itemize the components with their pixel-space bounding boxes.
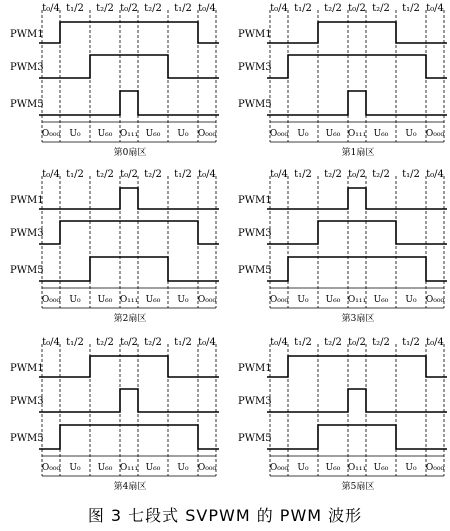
pwm-row-label: PWM5	[10, 99, 44, 110]
time-label: t₀/4	[270, 169, 288, 180]
pwm-waveform	[267, 188, 447, 209]
vector-label: U₆₀	[373, 295, 389, 305]
pwm-row-label: PWM1	[10, 29, 44, 40]
pwm-waveform	[267, 55, 447, 78]
pwm-row-label: PWM1	[238, 195, 272, 206]
time-label: t₀/4	[270, 337, 288, 348]
vector-label: O₁₁₁	[347, 463, 367, 473]
vector-label: U₀	[405, 463, 417, 473]
time-label: t₀/2	[120, 337, 138, 348]
vector-label: U₀	[405, 295, 417, 305]
time-label: t₂/2	[324, 169, 342, 180]
pwm-waveform	[267, 257, 447, 281]
pwm-waveform	[267, 22, 447, 43]
vector-label: U₀	[69, 295, 81, 305]
time-label: t₀/4	[198, 337, 216, 348]
time-label: t₁/2	[66, 169, 84, 180]
pwm-row-label: PWM5	[238, 433, 272, 444]
vector-label: O₀₀₀	[41, 463, 61, 473]
time-label: t₂/2	[96, 337, 114, 348]
time-label: t₂/2	[144, 169, 162, 180]
vector-label: U₀	[177, 129, 189, 139]
time-label: t₂/2	[324, 337, 342, 348]
time-label: t₁/2	[174, 3, 192, 14]
time-label: t₁/2	[294, 337, 312, 348]
sector-title: 第2扇区	[113, 314, 147, 324]
vector-label: O₁₁₁	[119, 463, 139, 473]
pwm-waveform	[267, 91, 447, 115]
vector-label: O₀₀₀	[197, 463, 217, 473]
time-label: t₀/2	[120, 3, 138, 14]
time-label: t₀/4	[42, 3, 60, 14]
pwm-waveform	[267, 425, 447, 449]
time-label: t₂/2	[324, 3, 342, 14]
vector-label: O₁₁₁	[347, 129, 367, 139]
time-label: t₂/2	[372, 337, 390, 348]
time-label: t₁/2	[402, 3, 420, 14]
pwm-row-label: PWM3	[238, 228, 272, 239]
figure-caption: 图 3 七段式 SVPWM 的 PWM 波形	[87, 506, 363, 525]
pwm-waveform	[39, 91, 219, 115]
pwm-waveform	[39, 55, 219, 78]
time-label: t₂/2	[144, 3, 162, 14]
pwm-waveform	[267, 221, 447, 244]
time-label: t₁/2	[174, 337, 192, 348]
vector-label: O₀₀₀	[41, 129, 61, 139]
vector-label: U₆₀	[325, 295, 341, 305]
vector-label: O₀₀₀	[41, 295, 61, 305]
time-label: t₀/4	[42, 169, 60, 180]
sector-title: 第0扇区	[113, 148, 147, 158]
vector-label: O₁₁₁	[347, 295, 367, 305]
pwm-waveform	[39, 356, 219, 377]
time-label: t₀/4	[270, 3, 288, 14]
pwm-row-label: PWM5	[10, 433, 44, 444]
time-label: t₁/2	[174, 169, 192, 180]
time-label: t₀/4	[426, 337, 444, 348]
pwm-waveform	[39, 425, 219, 449]
pwm-row-label: PWM5	[10, 265, 44, 276]
time-label: t₀/4	[42, 337, 60, 348]
time-label: t₁/2	[66, 337, 84, 348]
pwm-row-label: PWM3	[10, 62, 44, 73]
vector-label: U₀	[297, 295, 309, 305]
pwm-waveform	[39, 389, 219, 412]
vector-label: U₆₀	[145, 463, 161, 473]
vector-label: O₀₀₀	[197, 295, 217, 305]
vector-label: O₁₁₁	[119, 295, 139, 305]
vector-label: U₀	[297, 129, 309, 139]
time-label: t₂/2	[96, 169, 114, 180]
sector-title: 第5扇区	[341, 482, 375, 492]
time-label: t₀/2	[348, 3, 366, 14]
pwm-waveform	[39, 188, 219, 209]
time-label: t₂/2	[96, 3, 114, 14]
vector-label: U₆₀	[145, 295, 161, 305]
vector-label: U₀	[69, 463, 81, 473]
pwm-row-label: PWM3	[10, 228, 44, 239]
pwm-row-label: PWM1	[10, 195, 44, 206]
time-label: t₀/4	[426, 169, 444, 180]
pwm-waveform	[267, 389, 447, 412]
vector-label: U₆₀	[97, 129, 113, 139]
pwm-row-label: PWM3	[238, 62, 272, 73]
vector-label: O₀₀₀	[269, 129, 289, 139]
pwm-waveform	[39, 22, 219, 43]
time-label: t₀/2	[120, 169, 138, 180]
time-label: t₁/2	[66, 3, 84, 14]
pwm-row-label: PWM3	[10, 396, 44, 407]
time-label: t₀/4	[426, 3, 444, 14]
pwm-row-label: PWM1	[10, 363, 44, 374]
vector-label: U₀	[297, 463, 309, 473]
pwm-row-label: PWM5	[238, 265, 272, 276]
vector-label: O₀₀₀	[425, 129, 445, 139]
time-label: t₂/2	[144, 337, 162, 348]
pwm-row-label: PWM1	[238, 29, 272, 40]
vector-label: U₆₀	[325, 463, 341, 473]
vector-label: U₀	[69, 129, 81, 139]
vector-label: O₀₀₀	[269, 295, 289, 305]
pwm-row-label: PWM3	[238, 396, 272, 407]
pwm-waveform	[39, 221, 219, 244]
vector-label: O₀₀₀	[425, 295, 445, 305]
time-label: t₁/2	[402, 169, 420, 180]
vector-label: U₆₀	[373, 463, 389, 473]
time-label: t₀/4	[198, 3, 216, 14]
time-label: t₁/2	[402, 337, 420, 348]
vector-label: U₆₀	[373, 129, 389, 139]
time-label: t₁/2	[294, 169, 312, 180]
vector-label: O₀₀₀	[425, 463, 445, 473]
vector-label: U₆₀	[325, 129, 341, 139]
vector-label: U₀	[177, 463, 189, 473]
time-label: t₁/2	[294, 3, 312, 14]
vector-label: O₁₁₁	[119, 129, 139, 139]
time-label: t₀/2	[348, 337, 366, 348]
sector-title: 第1扇区	[341, 148, 375, 158]
time-label: t₀/4	[198, 169, 216, 180]
vector-label: U₀	[405, 129, 417, 139]
pwm-waveform	[267, 356, 447, 377]
vector-label: U₀	[177, 295, 189, 305]
sector-title: 第3扇区	[341, 314, 375, 324]
time-label: t₂/2	[372, 169, 390, 180]
pwm-row-label: PWM1	[238, 363, 272, 374]
pwm-row-label: PWM5	[238, 99, 272, 110]
time-label: t₀/2	[348, 169, 366, 180]
vector-label: U₆₀	[145, 129, 161, 139]
vector-label: O₀₀₀	[197, 129, 217, 139]
time-label: t₂/2	[372, 3, 390, 14]
vector-label: O₀₀₀	[269, 463, 289, 473]
pwm-waveform	[39, 257, 219, 281]
vector-label: U₆₀	[97, 295, 113, 305]
sector-title: 第4扇区	[113, 482, 147, 492]
vector-label: U₆₀	[97, 463, 113, 473]
